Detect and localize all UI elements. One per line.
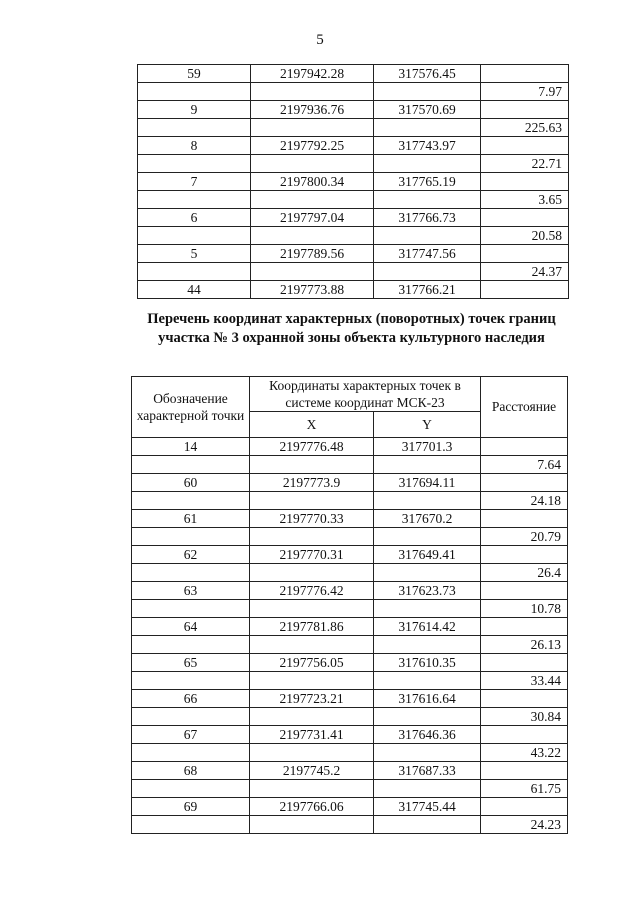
distance-cell <box>481 101 569 119</box>
x-coordinate-cell <box>250 600 374 618</box>
y-coordinate-cell <box>374 83 481 101</box>
y-coordinate-cell <box>374 263 481 281</box>
x-coordinate-cell <box>250 564 374 582</box>
y-coordinate-cell <box>374 744 481 762</box>
distance-cell <box>481 546 568 564</box>
point-id-cell: 44 <box>138 281 251 299</box>
y-coordinate-cell: 317743.97 <box>374 137 481 155</box>
point-row <box>132 438 568 456</box>
point-row <box>138 173 569 191</box>
point-id-cell: 61 <box>132 510 250 528</box>
x-coordinate-cell <box>250 780 374 798</box>
distance-row <box>132 600 568 618</box>
point-id-cell <box>138 83 251 101</box>
x-coordinate-cell <box>250 816 374 834</box>
distance-cell: 20.58 <box>481 227 569 245</box>
point-id-cell <box>132 528 250 546</box>
point-row <box>132 510 568 528</box>
y-coordinate-cell: 317766.21 <box>374 281 481 299</box>
point-id-cell: 66 <box>132 690 250 708</box>
distance-cell <box>481 137 569 155</box>
distance-row <box>132 492 568 510</box>
point-row <box>138 137 569 155</box>
point-id-cell: 68 <box>132 762 250 780</box>
y-coordinate-cell: 317623.73 <box>374 582 481 600</box>
y-coordinate-cell <box>374 672 481 690</box>
header-y: Y <box>374 412 481 438</box>
y-coordinate-cell <box>374 155 481 173</box>
y-coordinate-cell <box>374 816 481 834</box>
point-row <box>132 654 568 672</box>
x-coordinate-cell: 2197776.42 <box>250 582 374 600</box>
point-id-cell: 9 <box>138 101 251 119</box>
distance-cell: 22.71 <box>481 155 569 173</box>
distance-cell: 33.44 <box>481 672 568 690</box>
x-coordinate-cell <box>250 492 374 510</box>
header-x: X <box>250 412 374 438</box>
page-number: 5 <box>316 32 324 48</box>
x-coordinate-cell <box>250 744 374 762</box>
point-row <box>138 65 569 83</box>
point-id-cell: 62 <box>132 546 250 564</box>
distance-cell <box>481 690 568 708</box>
distance-cell <box>481 173 569 191</box>
x-coordinate-cell: 2197942.28 <box>251 65 374 83</box>
point-row <box>132 474 568 492</box>
y-coordinate-cell: 317649.41 <box>374 546 481 564</box>
distance-cell <box>481 582 568 600</box>
point-id-cell <box>138 263 251 281</box>
point-id-cell <box>138 191 251 209</box>
x-coordinate-cell: 2197781.86 <box>250 618 374 636</box>
y-coordinate-cell <box>374 528 481 546</box>
x-coordinate-cell <box>250 672 374 690</box>
distance-row <box>138 191 569 209</box>
distance-cell: 20.79 <box>481 528 568 546</box>
distance-row <box>132 816 568 834</box>
distance-row <box>132 708 568 726</box>
x-coordinate-cell <box>250 528 374 546</box>
y-coordinate-cell: 317747.56 <box>374 245 481 263</box>
coordinates-table-continued <box>137 64 569 299</box>
point-id-cell <box>132 816 250 834</box>
header-point: Обозначение характерной точки <box>132 377 250 438</box>
point-id-cell: 65 <box>132 654 250 672</box>
point-id-cell: 60 <box>132 474 250 492</box>
point-row <box>132 762 568 780</box>
distance-cell: 10.78 <box>481 600 568 618</box>
point-id-cell <box>132 636 250 654</box>
x-coordinate-cell: 2197731.41 <box>250 726 374 744</box>
x-coordinate-cell: 2197773.88 <box>251 281 374 299</box>
y-coordinate-cell <box>374 780 481 798</box>
point-id-cell: 8 <box>138 137 251 155</box>
distance-row <box>132 780 568 798</box>
y-coordinate-cell: 317646.36 <box>374 726 481 744</box>
point-id-cell <box>138 227 251 245</box>
distance-row <box>132 564 568 582</box>
point-id-cell <box>132 564 250 582</box>
point-row <box>138 281 569 299</box>
point-row <box>132 690 568 708</box>
point-row <box>132 582 568 600</box>
distance-cell <box>481 798 568 816</box>
x-coordinate-cell: 2197745.2 <box>250 762 374 780</box>
distance-cell: 61.75 <box>481 780 568 798</box>
point-id-cell: 69 <box>132 798 250 816</box>
distance-row <box>138 227 569 245</box>
distance-cell: 24.37 <box>481 263 569 281</box>
x-coordinate-cell <box>250 708 374 726</box>
x-coordinate-cell: 2197770.31 <box>250 546 374 564</box>
point-id-cell: 59 <box>138 65 251 83</box>
distance-cell: 225.63 <box>481 119 569 137</box>
x-coordinate-cell <box>251 263 374 281</box>
distance-cell <box>481 65 569 83</box>
point-id-cell: 5 <box>138 245 251 263</box>
point-id-cell <box>132 456 250 474</box>
point-row <box>138 209 569 227</box>
point-row <box>132 726 568 744</box>
y-coordinate-cell: 317610.35 <box>374 654 481 672</box>
distance-row <box>132 528 568 546</box>
y-coordinate-cell: 317616.64 <box>374 690 481 708</box>
coordinates-table-continued-body <box>138 65 569 299</box>
distance-cell <box>481 281 569 299</box>
point-row <box>132 618 568 636</box>
section-heading-line-1: Перечень координат характерных (поворотных) точек границ <box>147 311 556 327</box>
y-coordinate-cell <box>374 492 481 510</box>
point-id-cell <box>132 744 250 762</box>
y-coordinate-cell <box>374 564 481 582</box>
x-coordinate-cell: 2197773.9 <box>250 474 374 492</box>
distance-row <box>132 744 568 762</box>
x-coordinate-cell: 2197792.25 <box>251 137 374 155</box>
point-row <box>138 245 569 263</box>
y-coordinate-cell: 317614.42 <box>374 618 481 636</box>
y-coordinate-cell <box>374 191 481 209</box>
y-coordinate-cell <box>374 600 481 618</box>
x-coordinate-cell: 2197789.56 <box>251 245 374 263</box>
point-id-cell <box>132 600 250 618</box>
point-id-cell <box>132 780 250 798</box>
x-coordinate-cell <box>251 155 374 173</box>
x-coordinate-cell <box>251 119 374 137</box>
header-distance: Расстояние <box>481 377 568 438</box>
point-row <box>132 546 568 564</box>
y-coordinate-cell: 317766.73 <box>374 209 481 227</box>
point-id-cell: 64 <box>132 618 250 636</box>
x-coordinate-cell <box>250 456 374 474</box>
coordinates-table-plot-3 <box>131 376 568 834</box>
y-coordinate-cell <box>374 456 481 474</box>
y-coordinate-cell: 317570.69 <box>374 101 481 119</box>
distance-row <box>132 456 568 474</box>
header-coordinates: Координаты характерных точек в системе координат МСК-23 <box>250 377 481 412</box>
x-coordinate-cell: 2197723.21 <box>250 690 374 708</box>
distance-cell <box>481 245 569 263</box>
distance-row <box>138 119 569 137</box>
point-id-cell <box>132 708 250 726</box>
distance-cell <box>481 209 569 227</box>
distance-cell: 24.18 <box>481 492 568 510</box>
distance-cell <box>481 474 568 492</box>
distance-cell: 24.23 <box>481 816 568 834</box>
x-coordinate-cell: 2197766.06 <box>250 798 374 816</box>
distance-cell <box>481 762 568 780</box>
x-coordinate-cell <box>250 636 374 654</box>
distance-row <box>138 155 569 173</box>
distance-row <box>138 83 569 101</box>
x-coordinate-cell: 2197770.33 <box>250 510 374 528</box>
y-coordinate-cell: 317576.45 <box>374 65 481 83</box>
point-id-cell <box>138 119 251 137</box>
y-coordinate-cell <box>374 227 481 245</box>
coordinates-table-plot-3-body <box>132 438 568 834</box>
point-id-cell: 6 <box>138 209 251 227</box>
y-coordinate-cell: 317670.2 <box>374 510 481 528</box>
y-coordinate-cell <box>374 119 481 137</box>
distance-cell <box>481 726 568 744</box>
point-id-cell: 67 <box>132 726 250 744</box>
x-coordinate-cell <box>251 191 374 209</box>
section-heading <box>0 310 640 348</box>
distance-cell: 30.84 <box>481 708 568 726</box>
point-id-cell: 7 <box>138 173 251 191</box>
point-id-cell <box>138 155 251 173</box>
section-heading-line-2: участка № 3 охранной зоны объекта культурного наследия <box>158 330 545 346</box>
y-coordinate-cell <box>374 636 481 654</box>
distance-row <box>132 636 568 654</box>
y-coordinate-cell <box>374 708 481 726</box>
y-coordinate-cell: 317687.33 <box>374 762 481 780</box>
point-id-cell <box>132 672 250 690</box>
y-coordinate-cell: 317765.19 <box>374 173 481 191</box>
x-coordinate-cell: 2197797.04 <box>251 209 374 227</box>
point-id-cell <box>132 492 250 510</box>
distance-cell: 7.64 <box>481 456 568 474</box>
x-coordinate-cell: 2197936.76 <box>251 101 374 119</box>
x-coordinate-cell <box>251 83 374 101</box>
y-coordinate-cell: 317745.44 <box>374 798 481 816</box>
x-coordinate-cell: 2197756.05 <box>250 654 374 672</box>
point-row <box>132 798 568 816</box>
point-id-cell: 63 <box>132 582 250 600</box>
x-coordinate-cell <box>251 227 374 245</box>
distance-cell <box>481 618 568 636</box>
y-coordinate-cell: 317701.3 <box>374 438 481 456</box>
y-coordinate-cell: 317694.11 <box>374 474 481 492</box>
point-row <box>138 101 569 119</box>
distance-cell: 43.22 <box>481 744 568 762</box>
distance-row <box>132 672 568 690</box>
distance-row <box>138 263 569 281</box>
distance-cell <box>481 510 568 528</box>
x-coordinate-cell: 2197800.34 <box>251 173 374 191</box>
point-id-cell: 14 <box>132 438 250 456</box>
distance-cell: 26.4 <box>481 564 568 582</box>
distance-cell <box>481 654 568 672</box>
distance-cell: 7.97 <box>481 83 569 101</box>
distance-cell <box>481 438 568 456</box>
distance-cell: 26.13 <box>481 636 568 654</box>
distance-cell: 3.65 <box>481 191 569 209</box>
x-coordinate-cell: 2197776.48 <box>250 438 374 456</box>
